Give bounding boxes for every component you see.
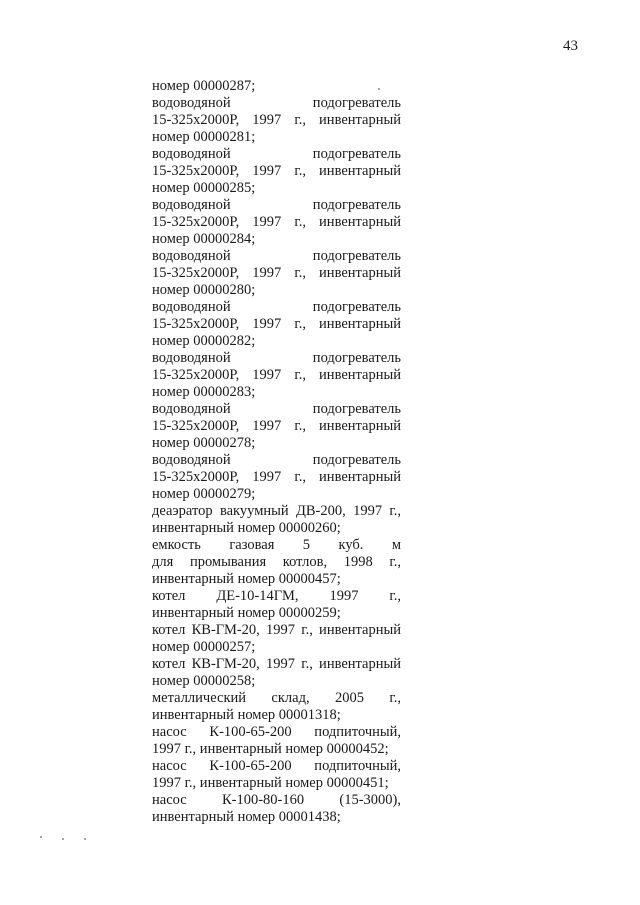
text-line: емкость газовая 5 куб. м: [152, 537, 401, 553]
scan-speck: [84, 838, 86, 840]
text-line: номер 00000283;: [152, 384, 256, 400]
text-line: номер 00000281;: [152, 129, 256, 145]
text-line: 15-325x2000Р, 1997 г., инвентарный: [152, 163, 401, 179]
text-line: номер 00000285;: [152, 180, 256, 196]
text-line: водоводяной подогреватель: [152, 452, 401, 468]
scan-speck: [378, 88, 380, 90]
text-line: номер 00000258;: [152, 673, 256, 689]
text-line: номер 00000278;: [152, 435, 256, 451]
text-line: 15-325x2000Р, 1997 г., инвентарный: [152, 469, 401, 485]
text-line: инвентарный номер 00001438;: [152, 809, 341, 825]
text-line: инвентарный номер 00000457;: [152, 571, 341, 587]
text-line: номер 00000284;: [152, 231, 256, 247]
scan-speck: [40, 836, 42, 838]
text-line: для промывания котлов, 1998 г.,: [152, 554, 401, 570]
text-column: [152, 78, 401, 826]
text-line: водоводяной подогреватель: [152, 350, 401, 366]
text-line: котел КВ-ГМ-20, 1997 г., инвентарный: [152, 656, 401, 672]
text-line: котел ДЕ-10-14ГМ, 1997 г.,: [152, 588, 401, 604]
text-line: номер 00000280;: [152, 282, 256, 298]
text-line: 15-325x2000Р, 1997 г., инвентарный: [152, 265, 401, 281]
text-line: котел КВ-ГМ-20, 1997 г., инвентарный: [152, 622, 401, 638]
text-line: водоводяной подогреватель: [152, 146, 401, 162]
text-line: номер 00000287;: [152, 78, 256, 94]
text-line: металлический склад, 2005 г.,: [152, 690, 401, 706]
text-line: инвентарный номер 00001318;: [152, 707, 341, 723]
text-line: водоводяной подогреватель: [152, 197, 401, 213]
text-line: насос К-100-65-200 подпиточный,: [152, 724, 401, 740]
text-line: 15-325x2000Р, 1997 г., инвентарный: [152, 418, 401, 434]
text-line: водоводяной подогреватель: [152, 95, 401, 111]
text-line: 1997 г., инвентарный номер 00000451;: [152, 775, 389, 791]
page-number: 43: [563, 38, 578, 54]
scan-speck: [62, 838, 64, 840]
text-line: водоводяной подогреватель: [152, 401, 401, 417]
text-line: насос К-100-65-200 подпиточный,: [152, 758, 401, 774]
text-line: 15-325x2000Р, 1997 г., инвентарный: [152, 316, 401, 332]
text-line: водоводяной подогреватель: [152, 248, 401, 264]
text-line: 15-325x2000Р, 1997 г., инвентарный: [152, 112, 401, 128]
text-line: номер 00000257;: [152, 639, 256, 655]
text-line: деаэратор вакуумный ДВ-200, 1997 г.,: [152, 503, 401, 519]
text-line: 1997 г., инвентарный номер 00000452;: [152, 741, 389, 757]
text-line: 15-325x2000Р, 1997 г., инвентарный: [152, 214, 401, 230]
text-line: водоводяной подогреватель: [152, 299, 401, 315]
text-line: насос К-100-80-160 (15-3000),: [152, 792, 401, 808]
text-line: инвентарный номер 00000260;: [152, 520, 341, 536]
text-line: инвентарный номер 00000259;: [152, 605, 341, 621]
text-line: номер 00000282;: [152, 333, 256, 349]
text-line: номер 00000279;: [152, 486, 256, 502]
text-line: 15-325x2000Р, 1997 г., инвентарный: [152, 367, 401, 383]
